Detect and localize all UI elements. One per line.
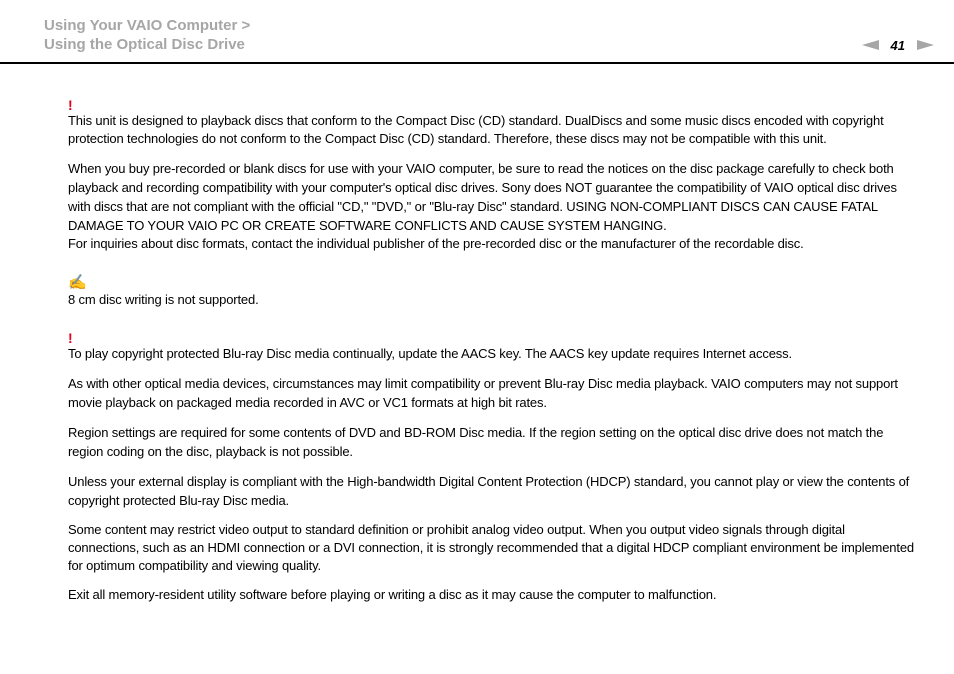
warning-text: To play copyright protected Blu-ray Disc media continually, update the AACS key. The AACS key update requires Internet access.: [68, 346, 792, 361]
paragraph: When you buy pre-recorded or blank discs for use with your VAIO computer, be sure to read the notices on the disc package carefully to check both playback and recording compatibility with your computer's optical disc drives. Sony does NOT guarantee the compatibility of VAIO optical disc drives with discs that are not compliant with the official "CD," "DVD," or "Blu-ray Disc" standard. USING NON-COMPLIANT DISCS CAN CAUSE FATAL DAMAGE TO YOUR VAIO PC OR CREATE SOFTWARE CONFLICTS AND CAUSE SYSTEM HANGING.: [68, 161, 897, 233]
paragraph: Region settings are required for some contents of DVD and BD-ROM Disc media. If the region setting on the optical disc drive does not match the region coding on the disc, playback is not possible.: [68, 425, 884, 459]
paragraph: Unless your external display is compliant with the High-bandwidth Digital Content Protection (HDCP) standard, you cannot play or view the contents of copyright protected Blu-ray Disc media.: [68, 474, 910, 508]
arrow-left-icon[interactable]: [862, 40, 879, 50]
warning-icon: !: [68, 330, 73, 346]
paragraph: Some content may restrict video output to standard definition or prohibit analog video output. When you output video signals through digital connections, such as an HDMI connection or a DVI connection, it is strongly recommended that a digital HDCP compliant environment be implemented for optimum compatibility and viewing quality.: [68, 522, 914, 573]
note-pencil-icon: ✍: [68, 274, 87, 291]
header-divider: [0, 62, 954, 64]
note-text: 8 cm disc writing is not supported.: [68, 292, 259, 307]
paragraph: As with other optical media devices, circumstances may limit compatibility or prevent Blu-ray Disc media playback. VAIO computers may not support movie playback on packaged media recorded in AVC or VC1 formats at high bit rates.: [68, 376, 898, 410]
paragraph: For inquiries about disc formats, contact the individual publisher of the pre-recorded disc or the manufacturer of the recordable disc.: [68, 236, 804, 251]
breadcrumb-page[interactable]: Using the Optical Disc Drive: [44, 36, 245, 53]
breadcrumb: [44, 16, 250, 54]
breadcrumb-section[interactable]: Using Your VAIO Computer >: [44, 17, 251, 34]
page-body: [68, 98, 914, 604]
paragraph: Exit all memory-resident utility software before playing or writing a disc as it may cause the computer to malfunction.: [68, 587, 717, 602]
warning-icon: !: [68, 97, 73, 113]
warning-text: This unit is designed to playback discs that conform to the Compact Disc (CD) standard. DualDiscs and some music discs encoded with copyright protection technologies do not conform to the Compact Disc (CD) standard. Therefore, these discs may not be compatible with this unit.: [68, 113, 884, 146]
page-number: 41: [890, 37, 905, 53]
page-navigation: [862, 36, 934, 54]
arrow-right-icon[interactable]: [917, 40, 934, 50]
